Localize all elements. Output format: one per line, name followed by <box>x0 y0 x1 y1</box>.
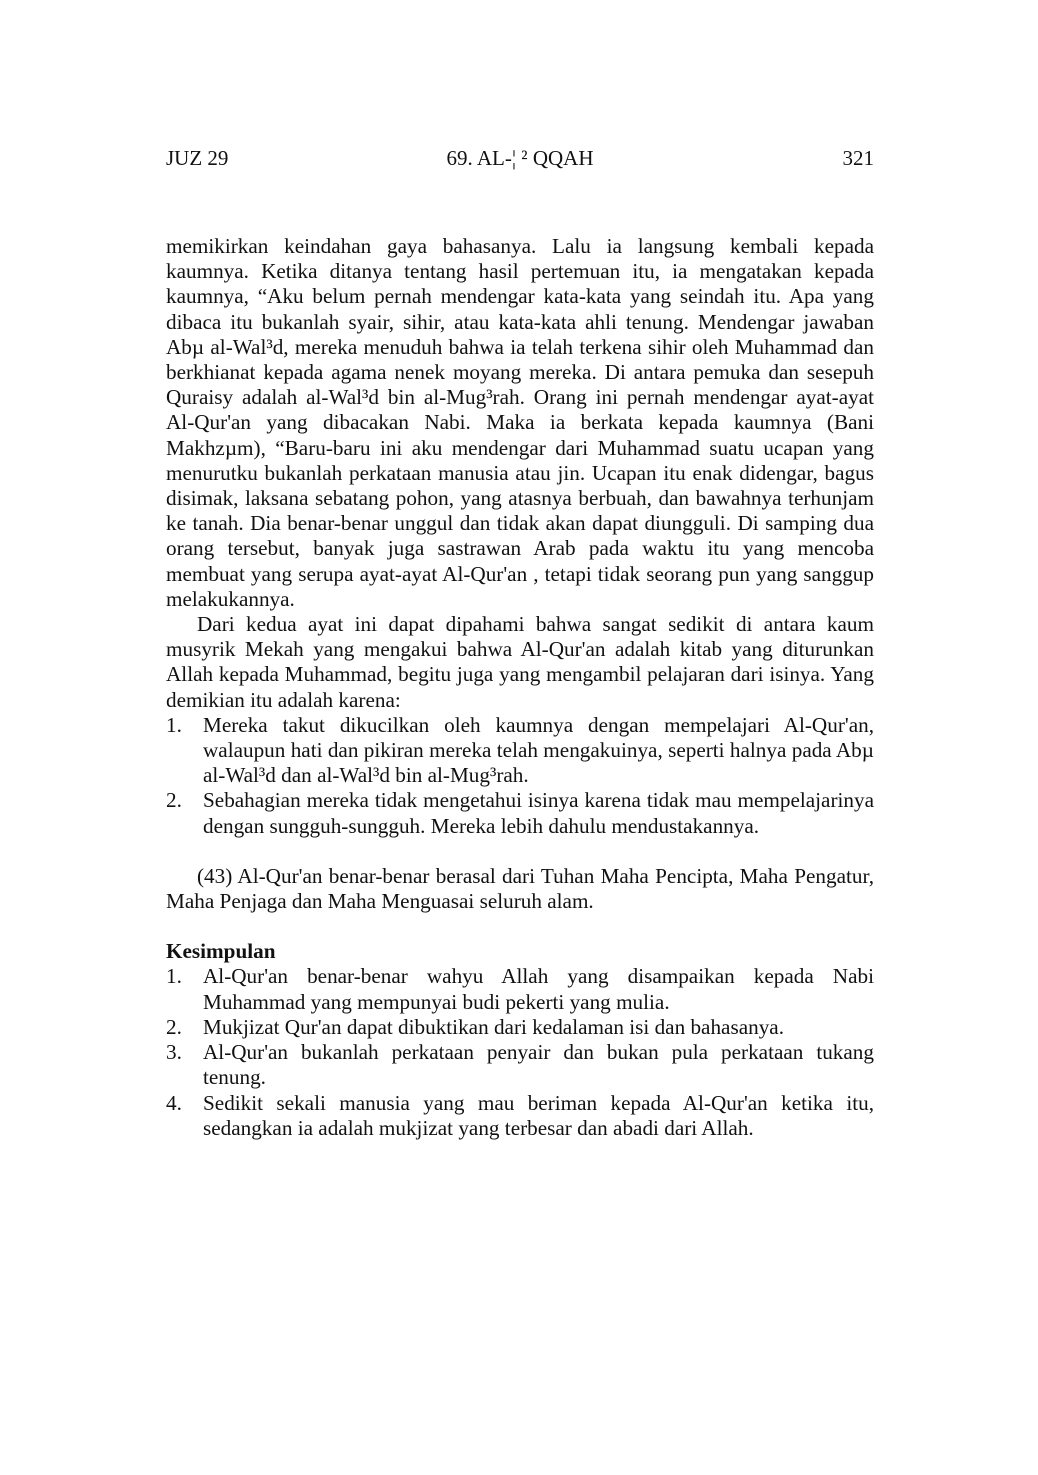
surah-title: 69. AL-¦ ² QQAH <box>446 146 594 170</box>
list-item <box>166 964 874 1014</box>
page-content <box>166 234 874 1141</box>
paragraph-continued: memikirkan keindahan gaya bahasanya. Lalu ia langsung kembali kepada kaumnya. Ketika ditanya tentang hasil pertemuan itu, ia mengatakan kepada kaumnya, “Aku belum pernah mendengar kata-kata yang seindah itu. Apa yang dibaca itu bukanlah syair, sihir, atau kata-kata ahli tenung. Mendengar jawaban Abµ al-Wal³d, mereka menuduh bahwa ia telah terkena sihir oleh Muhammad dan berkhianat kepada agama nenek moyang mereka. Di antara pemuka dan sesepuh Quraisy adalah al-Wal³d bin al-Mug³rah. Orang ini pernah mendengar ayat-ayat Al-Qur'an yang dibacakan Nabi. Maka ia berkata kepada kaumnya (Bani Makhzµm), “Baru-baru ini aku mendengar dari Muhammad suatu ucapan yang menurutku bukanlah perkataan manusia atau jin. Ucapan itu enak didengar, bagus disimak, laksana sebatang pohon, yang atasnya berbuah, dan bawahnya terhunjam ke tanah. Dia benar-benar unggul dan tidak akan dapat diungguli. Di samping dua orang tersebut, banyak juga sastrawan Arab pada waktu itu yang mencoba membuat yang serupa ayat-ayat Al-Qur'an , tetapi tidak seorang pun yang sanggup melakukannya. <box>166 234 874 611</box>
conclusion-heading: Kesimpulan <box>166 939 276 964</box>
list-text: Al-Qur'an bukanlah perkataan penyair dan bukan pula perkataan tukang tenung. <box>203 1040 874 1090</box>
list-item <box>166 1040 874 1090</box>
list-number: 4. <box>166 1090 182 1115</box>
list-text: Al-Qur'an benar-benar wahyu Allah yang disampaikan kepada Nabi Muhammad yang mempunyai budi pekerti yang mulia. <box>203 964 874 1014</box>
list-number: 2. <box>166 1014 182 1039</box>
list-number: 2. <box>166 788 182 813</box>
list-item <box>166 713 874 789</box>
list-number: 1. <box>166 964 182 989</box>
verse-43-commentary: (43) Al-Qur'an benar-benar berasal dari Tuhan Maha Pencipta, Maha Pengatur, Maha Penjaga dan Maha Menguasai seluruh alam. <box>166 863 874 914</box>
list-number: 1. <box>166 712 182 737</box>
list-text: Mukjizat Qur'an dapat dibuktikan dari kedalaman isi dan bahasanya. <box>203 1014 784 1039</box>
list-item <box>166 1091 874 1141</box>
list-text: Mereka takut dikucilkan oleh kaumnya dengan mempelajari Al-Qur'an, walaupun hati dan pikiran mereka telah mengakuinya, seperti halnya pada Abµ al-Wal³d dan al-Wal³d bin al-Mug³rah. <box>203 712 874 788</box>
page-header <box>166 146 874 174</box>
list-text: Sebahagian mereka tidak mengetahui isinya karena tidak mau mempelajarinya dengan sungguh-sungguh. Mereka lebih dahulu mendustakannya. <box>203 788 874 838</box>
list-item <box>166 788 874 838</box>
conclusion-list <box>166 964 874 1140</box>
list-text: Sedikit sekali manusia yang mau beriman kepada Al-Qur'an ketika itu, sedangkan ia adalah mukjizat yang terbesar dan abadi dari Allah. <box>203 1090 874 1140</box>
page-number: 321 <box>842 146 874 170</box>
list-number: 3. <box>166 1040 182 1065</box>
juz-label: JUZ 29 <box>166 146 229 170</box>
list-item <box>166 1015 874 1040</box>
reasons-list <box>166 713 874 839</box>
paragraph-explanation: Dari kedua ayat ini dapat dipahami bahwa sangat sedikit di antara kaum musyrik Mekah yang mengakui bahwa Al-Qur'an adalah kitab yang diturunkan Allah kepada Muhammad, begitu juga yang mengambil pelajaran dari isinya. Yang demikian itu adalah karena: <box>166 612 874 712</box>
